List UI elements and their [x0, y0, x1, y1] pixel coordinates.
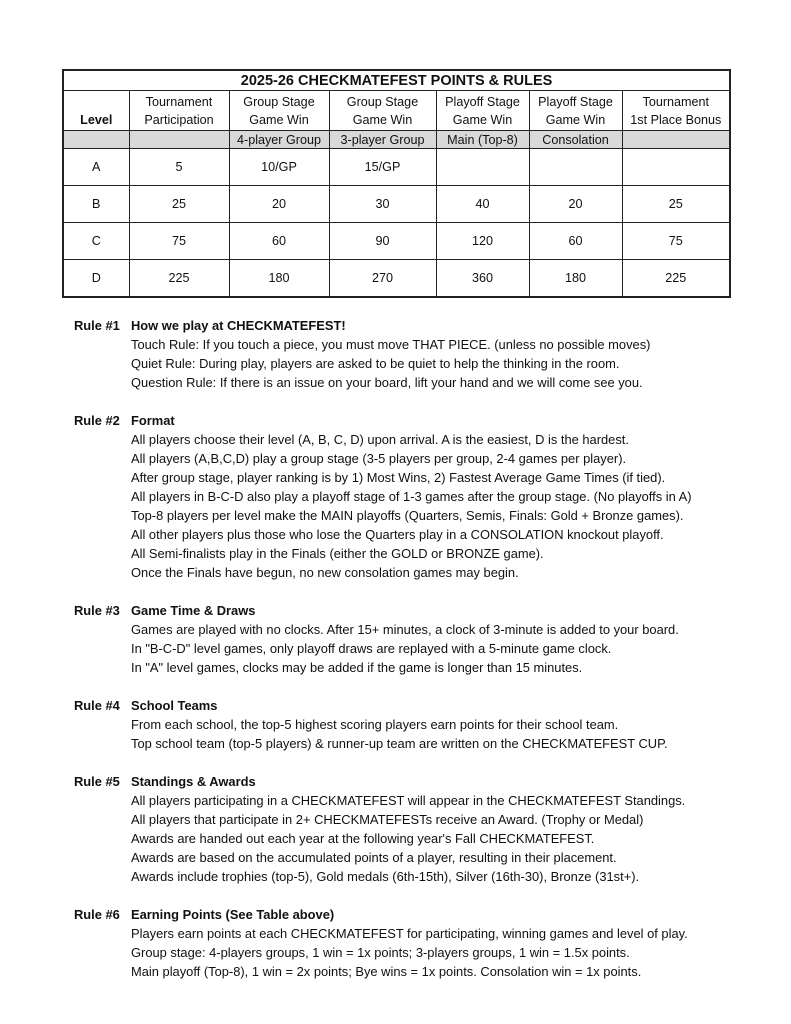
header-first-place-bonus: [622, 91, 730, 131]
rule-number: Rule #2: [74, 413, 120, 428]
rule-body: [131, 772, 754, 886]
rule-line: Question Rule: If there is an issue on your board, lift your hand and we will come see you.: [131, 375, 643, 390]
table-cell: 90: [329, 223, 436, 260]
subheader-cell: [129, 131, 229, 149]
table-cell: 180: [229, 260, 329, 298]
rule-line: After group stage, player ranking is by 1) Most Wins, 2) Fastest Average Game Times (if tied).: [131, 470, 666, 485]
rule-line: All players in B-C-D also play a playoff stage of 1-3 games after the group stage. (No playoffs in A): [131, 489, 692, 504]
rule-5: [74, 772, 754, 886]
table-cell: D: [63, 260, 129, 298]
rule-line: All players (A,B,C,D) play a group stage (3-5 players per group, 2-4 games per player).: [131, 451, 627, 466]
table-cell: [529, 149, 622, 186]
rule-line: Top school team (top-5 players) & runner-up team are written on the CHECKMATEFEST CUP.: [131, 736, 668, 751]
header-line: Tournament: [145, 94, 213, 109]
table-cell: 25: [622, 186, 730, 223]
header-line: Participation: [144, 112, 214, 127]
rule-2: [74, 411, 754, 582]
table-cell: 20: [529, 186, 622, 223]
rule-body: [131, 601, 754, 677]
table-header-row: [63, 91, 730, 131]
rule-line: Touch Rule: If you touch a piece, you must move THAT PIECE. (unless no possible moves): [131, 337, 651, 352]
table-title-row: [63, 70, 730, 91]
rule-title: How we play at CHECKMATEFEST!: [131, 318, 346, 333]
rule-line: Top-8 players per level make the MAIN playoffs (Quarters, Semis, Finals: Gold + Bronze games).: [131, 508, 684, 523]
header-level-label: Level: [80, 113, 113, 127]
header-group-3: [329, 91, 436, 131]
table-cell: 180: [529, 260, 622, 298]
rule-line: Once the Finals have begun, no new consolation games may begin.: [131, 565, 519, 580]
header-line: Group Stage: [243, 94, 315, 109]
rule-number: Rule #5: [74, 774, 120, 789]
table-row-level-c: [63, 223, 730, 260]
header-participation: [129, 91, 229, 131]
table-cell: [436, 149, 529, 186]
table-cell: B: [63, 186, 129, 223]
rule-number: Rule #1: [74, 318, 120, 333]
rule-line: Awards are handed out each year at the following year's Fall CHECKMATEFEST.: [131, 831, 595, 846]
table-cell: 270: [329, 260, 436, 298]
rule-line: Players earn points at each CHECKMATEFEST for participating, winning games and level of play.: [131, 926, 688, 941]
table-cell: A: [63, 149, 129, 186]
header-group-4: [229, 91, 329, 131]
table-cell: 15/GP: [329, 149, 436, 186]
rule-title: School Teams: [131, 698, 218, 713]
subheader-cell: 4-player Group: [229, 131, 329, 149]
rule-1: [74, 316, 754, 392]
header-playoff-main: [436, 91, 529, 131]
subheader-cell: 3-player Group: [329, 131, 436, 149]
table-row-level-d: [63, 260, 730, 298]
header-line: 1st Place Bonus: [630, 112, 722, 127]
table-cell: [622, 149, 730, 186]
rule-3: [74, 601, 754, 677]
table-cell: 25: [129, 186, 229, 223]
rule-line: All players that participate in 2+ CHECKMATEFESTs receive an Award. (Trophy or Medal): [131, 812, 644, 827]
table-cell: 60: [529, 223, 622, 260]
table-cell: 40: [436, 186, 529, 223]
table-cell: 75: [622, 223, 730, 260]
header-line: Playoff Stage: [445, 94, 520, 109]
rule-body: [131, 905, 754, 981]
rule-line: All players participating in a CHECKMATEFEST will appear in the CHECKMATEFEST Standings.: [131, 793, 686, 808]
header-line: Game Win: [452, 112, 513, 127]
rule-title: Format: [131, 413, 175, 428]
table-cell: 75: [129, 223, 229, 260]
header-line: Game Win: [352, 112, 413, 127]
rule-4: [74, 696, 754, 753]
rule-line: Group stage: 4-players groups, 1 win = 1x points; 3-players groups, 1 win = 1.5x points.: [131, 945, 630, 960]
rule-line: All other players plus those who lose the Quarters play in a CONSOLATION knockout playoff.: [131, 527, 664, 542]
table-cell: 60: [229, 223, 329, 260]
rule-line: From each school, the top-5 highest scoring players earn points for their school team.: [131, 717, 619, 732]
table-title: 2025-26 CHECKMATEFEST POINTS & RULES: [63, 70, 730, 91]
table-cell: C: [63, 223, 129, 260]
rule-body: [131, 696, 754, 753]
table-row-level-a: [63, 149, 730, 186]
subheader-cell: Main (Top-8): [436, 131, 529, 149]
header-level: [63, 91, 129, 131]
rules-section: [74, 316, 754, 1000]
rule-line: Awards are based on the accumulated points of a player, resulting in their placement.: [131, 850, 617, 865]
subheader-cell: [63, 131, 129, 149]
header-line: Game Win: [249, 112, 309, 127]
table-cell: 225: [129, 260, 229, 298]
rule-line: In "B-C-D" level games, only playoff draws are replayed with a 5-minute game clock.: [131, 641, 612, 656]
table-cell: 20: [229, 186, 329, 223]
rule-line: Awards include trophies (top-5), Gold medals (6th-15th), Silver (16th-30), Bronze (31st+).: [131, 869, 640, 884]
subheader-cell: [622, 131, 730, 149]
header-line: Group Stage: [346, 94, 419, 109]
header-playoff-consolation: [529, 91, 622, 131]
points-table: [62, 69, 731, 298]
rule-number: Rule #4: [74, 698, 120, 713]
rule-line: Games are played with no clocks. After 15+ minutes, a clock of 3-minute is added to your board.: [131, 622, 679, 637]
rule-line: In "A" level games, clocks may be added if the game is longer than 15 minutes.: [131, 660, 583, 675]
rule-line: Main playoff (Top-8), 1 win = 2x points; Bye wins = 1x points. Consolation win = 1x points.: [131, 964, 642, 979]
rule-number: Rule #3: [74, 603, 120, 618]
rule-6: [74, 905, 754, 981]
table-cell: 30: [329, 186, 436, 223]
table-cell: 225: [622, 260, 730, 298]
header-line: Tournament: [642, 94, 710, 109]
table-cell: 360: [436, 260, 529, 298]
table-subheader-row: [63, 131, 730, 149]
rule-number: Rule #6: [74, 907, 120, 922]
table-cell: 5: [129, 149, 229, 186]
rule-title: Game Time & Draws: [131, 603, 256, 618]
subheader-cell: Consolation: [529, 131, 622, 149]
rule-body: [131, 411, 754, 582]
table-row-level-b: [63, 186, 730, 223]
rule-line: All Semi-finalists play in the Finals (either the GOLD or BRONZE game).: [131, 546, 544, 561]
header-line: Game Win: [545, 112, 606, 127]
rule-body: [131, 316, 754, 392]
table-cell: 10/GP: [229, 149, 329, 186]
rule-title: Earning Points (See Table above): [131, 907, 335, 922]
rule-title: Standings & Awards: [131, 774, 256, 789]
header-line: Playoff Stage: [538, 94, 613, 109]
rule-line: All players choose their level (A, B, C, D) upon arrival. A is the easiest, D is the hardest.: [131, 432, 629, 447]
rule-line: Quiet Rule: During play, players are asked to be quiet to help the thinking in the room.: [131, 356, 620, 371]
table-cell: 120: [436, 223, 529, 260]
